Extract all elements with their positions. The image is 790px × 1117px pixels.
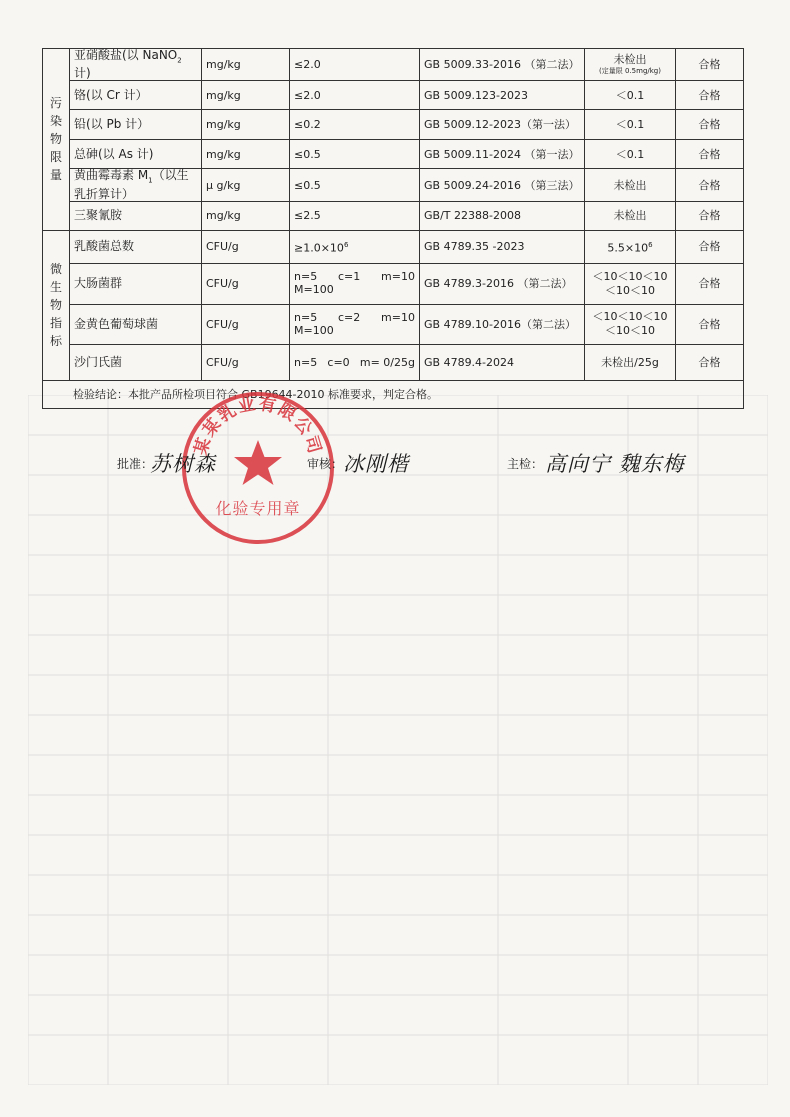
- unit-cell: μ g/kg: [202, 169, 290, 201]
- chief-inspector-label: 主检：: [507, 457, 544, 471]
- bleed-through-grid: [28, 395, 768, 1085]
- verdict-cell: 合格: [676, 49, 744, 81]
- verdict-cell: 合格: [676, 169, 744, 201]
- review-signature: 冰刚楷: [343, 452, 409, 476]
- table-row: [43, 110, 744, 140]
- result-cell: 未检出: [585, 169, 676, 201]
- method-cell: GB 5009.12-2023（第一法）: [420, 110, 585, 140]
- item-cell: 黄曲霉毒素 $M_1$（以生乳折算计）: [70, 169, 202, 201]
- limit-cell: $\ge 1.0\times 10^6$: [290, 230, 420, 263]
- item-cell: 金黄色葡萄球菌: [70, 304, 202, 344]
- result-cell: ＜10＜10＜10 ＜10＜10: [585, 263, 676, 304]
- approve-signature: 苏树森: [150, 452, 216, 476]
- unit-cell: CFU/g: [202, 344, 290, 380]
- item-cell: 沙门氏菌: [70, 344, 202, 380]
- verdict-cell: 合格: [676, 81, 744, 110]
- method-cell: GB 4789.3-2016 （第二法）: [420, 263, 585, 304]
- verdict-cell: 合格: [676, 304, 744, 344]
- method-cell: GB 4789.10-2016（第二法）: [420, 304, 585, 344]
- seal-top-text: 某某乳业有限公司: [191, 394, 325, 458]
- method-cell: GB 5009.11-2024 （第一法）: [420, 140, 585, 169]
- item-cell: 大肠菌群: [70, 263, 202, 304]
- unit-cell: mg/kg: [202, 81, 290, 110]
- seal-star-icon: [234, 440, 282, 485]
- unit-cell: CFU/g: [202, 263, 290, 304]
- unit-cell: mg/kg: [202, 140, 290, 169]
- result-cell: 未检出/25g: [585, 344, 676, 380]
- limit-cell: ≤0.5: [290, 169, 420, 201]
- result-cell: ＜10＜10＜10 ＜10＜10: [585, 304, 676, 344]
- limit-cell: ≤0.5: [290, 140, 420, 169]
- method-cell: GB 5009.123-2023: [420, 81, 585, 110]
- method-cell: GB 5009.33-2016 （第二法）: [420, 49, 585, 81]
- method-cell: GB 4789.4-2024: [420, 344, 585, 380]
- result-cell: ＜0.1: [585, 140, 676, 169]
- item-cell: 铬(以 Cr 计）: [70, 81, 202, 110]
- review-label: 审核：: [307, 457, 344, 471]
- method-cell: GB 4789.35 -2023: [420, 230, 585, 263]
- limit-cell: ≤0.2: [290, 110, 420, 140]
- table-row: [43, 169, 744, 201]
- seal-bottom-text: 化验专用章: [215, 499, 301, 518]
- conclusion-row: [43, 380, 744, 408]
- verdict-cell: 合格: [676, 230, 744, 263]
- item-cell: 总砷(以 As 计): [70, 140, 202, 169]
- verdict-cell: 合格: [676, 344, 744, 380]
- limit-cell: n=5 c=2 m=10 M=100: [290, 304, 420, 344]
- table-row: [43, 140, 744, 169]
- result-cell: 未检出: [585, 201, 676, 230]
- verdict-cell: 合格: [676, 110, 744, 140]
- method-cell: GB 5009.24-2016 （第三法）: [420, 169, 585, 201]
- result-cell: 未检出 (定量限 0.5mg/kg): [585, 49, 676, 81]
- limit-cell: ≤2.0: [290, 49, 420, 81]
- limit-cell: ≤2.5: [290, 201, 420, 230]
- inspection-conclusion: 检验结论：本批产品所检项目符合 GB19644-2010 标准要求，判定合格。: [43, 380, 744, 408]
- table-row: [43, 201, 744, 230]
- table-row: [43, 230, 744, 263]
- verdict-cell: 合格: [676, 201, 744, 230]
- unit-cell: CFU/g: [202, 230, 290, 263]
- result-cell: $5.5\times 10^6$: [585, 230, 676, 263]
- item-cell: 铅(以 Pb 计）: [70, 110, 202, 140]
- limit-cell: n=5 c=0 m= 0/25g: [290, 344, 420, 380]
- table-row: [43, 263, 744, 304]
- unit-cell: CFU/g: [202, 304, 290, 344]
- inspection-table: [42, 48, 744, 409]
- item-cell: 乳酸菌总数: [70, 230, 202, 263]
- table-row: [43, 49, 744, 81]
- approve-label: 批准：: [117, 457, 154, 471]
- unit-cell: mg/kg: [202, 49, 290, 81]
- category-micro: 微 生 物 指 标: [43, 230, 70, 380]
- verdict-cell: 合格: [676, 140, 744, 169]
- result-cell: ＜0.1: [585, 110, 676, 140]
- limit-cell: ≤2.0: [290, 81, 420, 110]
- table-row: [43, 344, 744, 380]
- limit-cell: n=5 c=1 m=10 M=100: [290, 263, 420, 304]
- table-row: [43, 81, 744, 110]
- chief-inspector-signature: 高向宁 魏东梅: [545, 452, 685, 476]
- verdict-cell: 合格: [676, 263, 744, 304]
- table-row: [43, 304, 744, 344]
- unit-cell: mg/kg: [202, 110, 290, 140]
- unit-cell: mg/kg: [202, 201, 290, 230]
- item-cell: 亚硝酸盐(以 NaNO$_2$计): [70, 49, 202, 81]
- category-pollutant: 污 染 物 限 量: [43, 49, 70, 231]
- result-cell: ＜0.1: [585, 81, 676, 110]
- method-cell: GB/T 22388-2008: [420, 201, 585, 230]
- item-cell: 三聚氰胺: [70, 201, 202, 230]
